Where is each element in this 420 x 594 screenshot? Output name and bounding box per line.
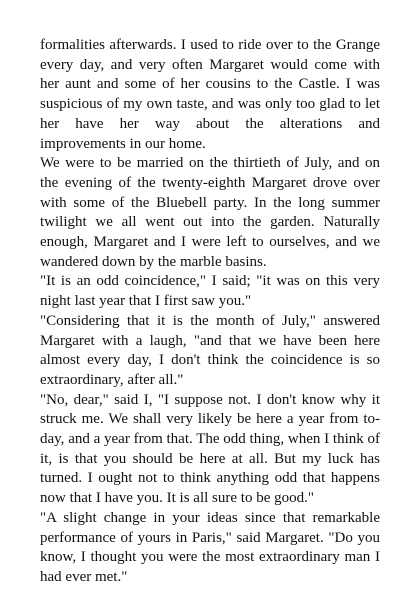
- paragraph: "It is an odd coincidence," I said; "it was on this very night last year that I first saw you.": [40, 273, 380, 310]
- paragraph: "A slight change in your ideas since that remarkable performance of yours in Paris," said Margaret. "Do you know, I thought you were the most extraordinary man I had ever met.": [40, 509, 380, 585]
- paragraph: We were to be married on the thirtieth of July, and on the evening of the twenty-eighth Margaret drove over with some of the Bluebell party. In the long summer twilight we all went out into the garden. Naturally enough, Margaret and I were left to ourselves, and we wandered down by the marble basins.: [40, 155, 380, 270]
- paragraph: "Considering that it is the month of July," answered Margaret with a laugh, "and that we have been here almost every day, I don't think the coincidence is so extraordinary, after all.": [40, 312, 380, 388]
- document-page: [40, 36, 380, 588]
- paragraph: formalities afterwards. I used to ride over to the Grange every day, and very often Margaret would come with her aunt and some of her cousins to the Castle. I was suspicious of my own taste, and was only too glad to let her have her way about the alterations and improvements in our home.: [40, 37, 380, 152]
- paragraph: "No, dear," said I, "I suppose not. I don't know why it struck me. We shall very likely be here a year from to-day, and a year from that. The odd thing, when I think of it, is that you should be here at all. But my luck has turned. I ought not to think anything odd that happens now that I have you. It is all sure to be good.": [40, 391, 380, 507]
